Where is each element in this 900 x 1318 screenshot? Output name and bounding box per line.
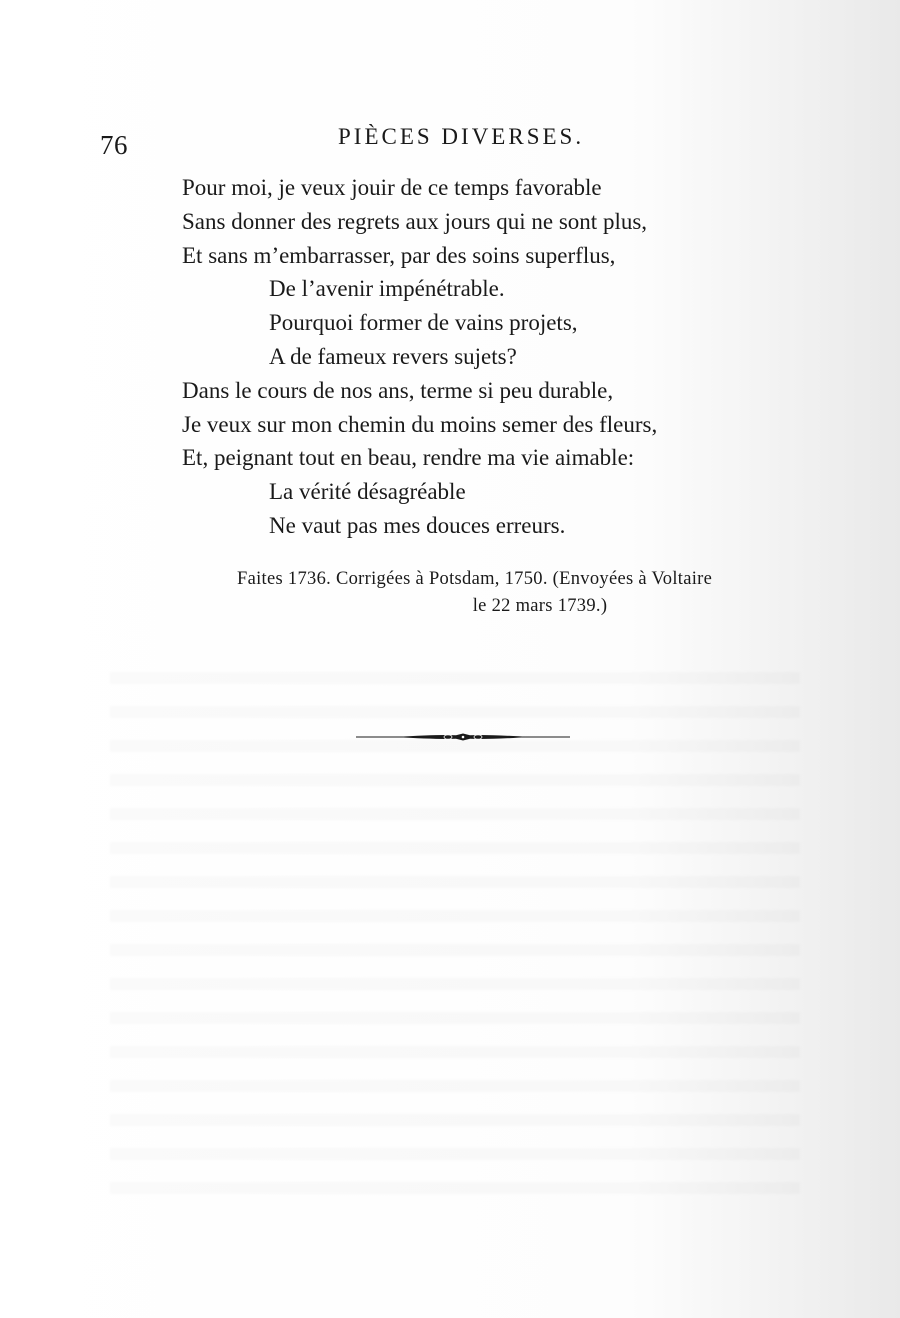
- running-title: PIÈCES DIVERSES.: [338, 124, 585, 149]
- page-number: 76: [100, 130, 128, 160]
- verse-line: Pour moi, je veux jouir de ce temps favorable: [182, 175, 602, 200]
- verse-line-indented: La vérité désagréable: [269, 479, 466, 505]
- tailpiece-rule-ornament-icon: [356, 728, 570, 746]
- poem: [182, 171, 822, 543]
- page-header: [0, 118, 900, 162]
- verse-line: Sans donner des regrets aux jours qui ne sont plus,: [182, 208, 648, 234]
- verse-line: Dans le cours de nos ans, terme si peu durable,: [182, 377, 614, 403]
- verse-line-indented: De l’avenir impénétrable.: [269, 276, 505, 302]
- verse-line-indented: Ne vaut pas mes douces erreurs.: [269, 512, 566, 538]
- verse-line: Et, peignant tout en beau, rendre ma vie aimable:: [182, 445, 635, 471]
- verse-line-indented: A de fameux revers sujets?: [269, 343, 517, 369]
- date-note-line-1: Faites 1736. Corrigées à Potsdam, 1750. (Envoyées à Voltaire: [237, 569, 713, 589]
- verse-line: Et sans m’embarrasser, par des soins superflus,: [182, 242, 616, 268]
- date-note: [200, 566, 880, 620]
- verse-line: Je veux sur mon chemin du moins semer des fleurs,: [182, 411, 658, 437]
- date-note-line-2: le 22 mars 1739.): [472, 596, 608, 616]
- verse-line-indented: Pourquoi former de vains projets,: [269, 310, 578, 336]
